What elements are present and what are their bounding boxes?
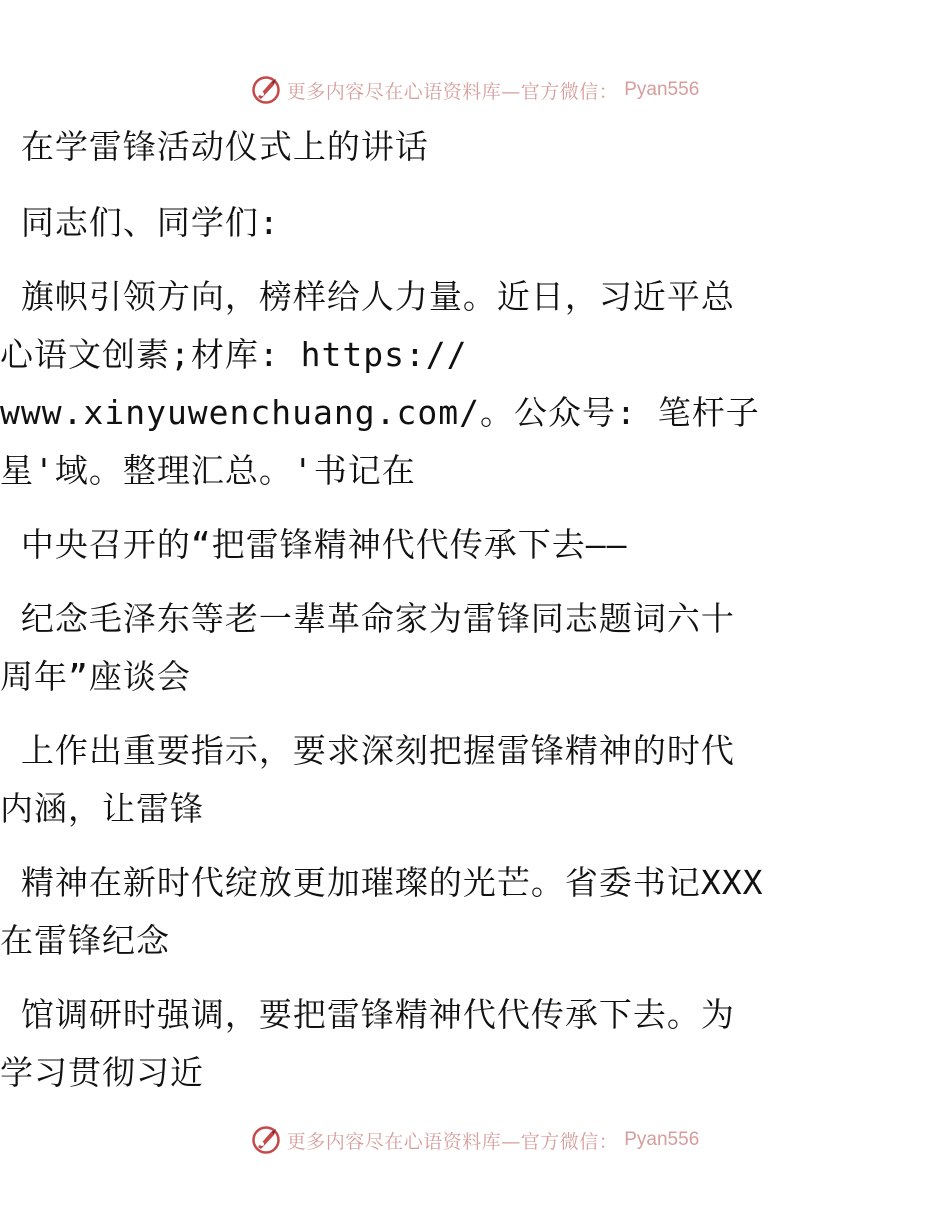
body-line: www.xinyuwenchuang.com/。公众号: 笔杆子 xyxy=(0,393,760,432)
body-line: 旗帜引领方向，榜样给人力量。近日，习近平总 xyxy=(0,277,735,316)
body-line: 精神在新时代绽放更加璀璨的光芒。省委书记XXX xyxy=(0,863,764,902)
body-line: 上作出重要指示，要求深刻把握雷锋精神的时代 xyxy=(0,731,735,770)
watermark-wechat-id: Pyan556 xyxy=(624,1129,700,1150)
body-line: 在雷锋纪念 xyxy=(0,921,170,960)
body-line: 纪念毛泽东等老一辈革命家为雷锋同志题词六十 xyxy=(0,599,735,638)
quill-pen-logo-icon xyxy=(251,75,281,105)
body-line: 馆调研时强调，要把雷锋精神代代传承下去。为 xyxy=(0,995,735,1034)
body-line: 学习贯彻习近 xyxy=(0,1053,204,1092)
body-line: 内涵，让雷锋 xyxy=(0,789,204,828)
body-line: 心语文创素;材库: https:// xyxy=(0,335,468,374)
header-watermark-banner xyxy=(0,70,950,110)
document-title: 在学雷锋活动仪式上的讲话 xyxy=(0,127,429,166)
body-line: 星'域。整理汇总。'书记在 xyxy=(0,451,416,490)
watermark-text: 更多内容尽在心语资料库—官方微信： xyxy=(286,1130,619,1153)
body-line: 周年”座谈会 xyxy=(0,657,191,696)
watermark-wechat-id: Pyan556 xyxy=(624,79,700,100)
watermark-text: 更多内容尽在心语资料库—官方微信： xyxy=(286,80,619,103)
salutation: 同志们、同学们: xyxy=(0,203,280,242)
body-line: 中央召开的“把雷锋精神代代传承下去—— xyxy=(0,525,628,564)
quill-pen-logo-icon xyxy=(251,1125,281,1155)
footer-watermark-banner xyxy=(0,1120,950,1160)
